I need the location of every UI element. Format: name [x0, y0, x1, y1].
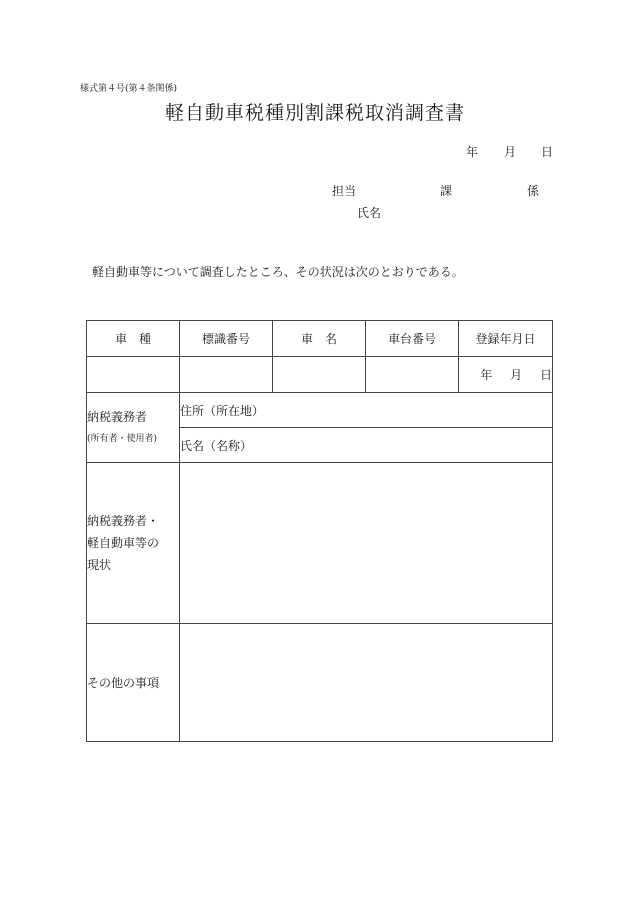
plate-number-cell[interactable] [180, 357, 273, 393]
address-field[interactable]: 住所（所在地） [180, 393, 553, 428]
other-label-cell: その他の事項 [87, 624, 180, 742]
date-month: 月 [504, 145, 517, 159]
other-field[interactable] [180, 624, 553, 742]
date-year: 年 [466, 145, 479, 159]
intro-text: 軽自動車等について調査したところ、その状況は次のとおりである。 [92, 265, 464, 279]
survey-table [86, 320, 553, 742]
header-chassis-number: 車台番号 [366, 321, 459, 357]
status-label-line2: 軽自動車等の [87, 536, 160, 550]
vehicle-type-cell[interactable] [87, 357, 180, 393]
status-row [87, 463, 553, 624]
taxpayer-label-cell [87, 393, 180, 463]
form-number: 様式第４号(第４条関係) [80, 84, 178, 94]
name-field[interactable]: 氏名（名称） [180, 428, 553, 463]
staff-subsection-label: 係 [527, 184, 540, 198]
taxpayer-sub-label: (所有者・使用者) [87, 433, 158, 444]
header-registration-date: 登録年月日 [459, 321, 553, 357]
staff-name-label: 氏名 [357, 206, 382, 220]
staff-section-label: 課 [440, 184, 453, 198]
other-row [87, 624, 553, 742]
document-title: 軽自動車税種別割課税取消調査書 [164, 102, 465, 124]
taxpayer-address-row [87, 393, 553, 428]
vehicle-row [87, 357, 553, 393]
header-plate-number: 標識番号 [180, 321, 273, 357]
reg-year: 年 [480, 368, 493, 382]
reg-month: 月 [510, 368, 523, 382]
header-vehicle-type: 車 種 [87, 321, 180, 357]
taxpayer-label: 納税義務者 [87, 409, 148, 424]
status-label-line3: 現状 [87, 558, 112, 572]
header-vehicle-name: 車 名 [273, 321, 366, 357]
staff-in-charge-label: 担当 [332, 184, 357, 198]
chassis-number-cell[interactable] [366, 357, 459, 393]
reg-day: 日 [539, 368, 552, 382]
header-row [87, 321, 553, 357]
status-label-cell [87, 463, 180, 624]
vehicle-name-cell[interactable] [273, 357, 366, 393]
status-label-line1: 納税義務者・ [87, 514, 160, 528]
registration-date-cell[interactable] [459, 357, 553, 393]
date-day: 日 [541, 145, 554, 159]
status-field[interactable] [180, 463, 553, 624]
